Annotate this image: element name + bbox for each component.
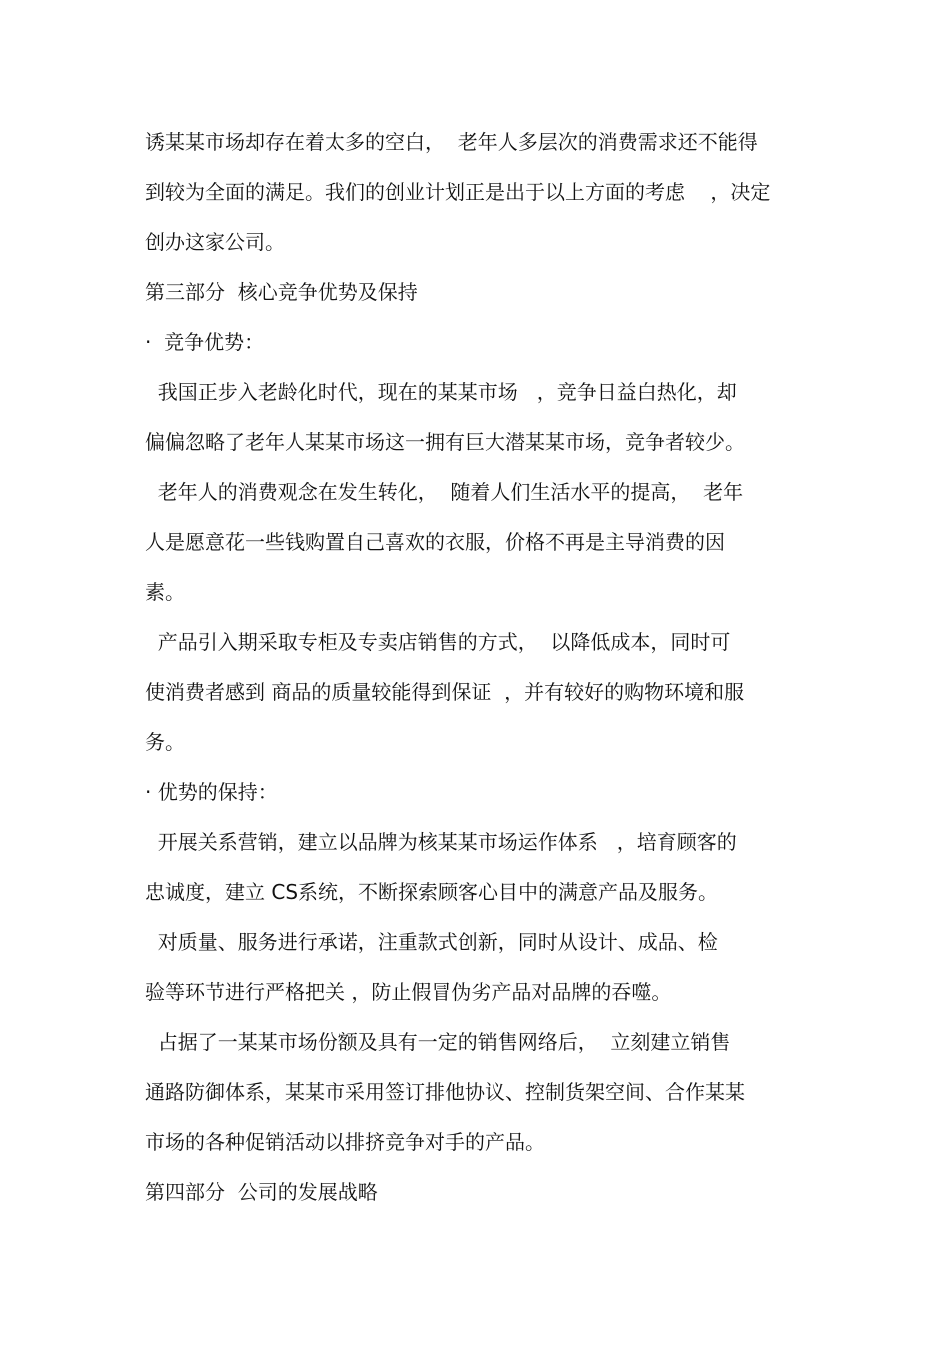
body-line-8: 老年人的消费观念在发生转化， 随着人们生活水平的提高， 老年 [145,480,744,504]
body-line-11: 产品引入期采取专柜及专卖店销售的方式， 以降低成本，同时可 [145,630,731,654]
body-line-9: 人是愿意花一些钱购置自己喜欢的衣服，价格不再是主导消费的因 [145,530,725,554]
body-line-19: 占据了一某某市场份额及具有一定的销售网络后， 立刻建立销售 [145,1030,731,1054]
section-heading-4: 第四部分 公司的发展战略 [145,1180,378,1204]
body-line-3: 创办这家公司。 [145,230,285,254]
body-line-17: 对质量、服务进行承诺，注重款式创新，同时从设计、成品、检 [145,930,718,954]
bullet-advantage-maintenance: · 优势的保持： [145,780,278,804]
bullet-competitive-advantage: · 竞争优势： [145,330,265,354]
body-line-6: 我国正步入老龄化时代，现在的某某市场 ，竞争日益白热化，却 [145,380,737,404]
body-line-7: 偏偏忽略了老年人某某市场这一拥有巨大潜某某市场，竞争者较少。 [145,430,745,454]
body-line-20: 通路防御体系，某某市采用签订排他协议、控制货架空间、合作某某 [145,1080,745,1104]
body-line-10: 素。 [145,580,185,604]
body-line-16: 忠诚度，建立 CS系统，不断探索顾客心目中的满意产品及服务。 [145,880,719,904]
body-line-21: 市场的各种促销活动以排挤竞争对手的产品。 [145,1130,545,1154]
body-line-15: 开展关系营销，建立以品牌为核某某市场运作体系 ，培育顾客的 [145,830,737,854]
section-heading-3: 第三部分 核心竞争优势及保持 [145,280,418,304]
body-line-1: 诱某某市场却存在着太多的空白， 老年人多层次的消费需求还不能得 [145,130,758,154]
body-line-13: 务。 [145,730,185,754]
body-line-12: 使消费者感到 商品的质量较能得到保证 ，并有较好的购物环境和服 [145,680,745,704]
body-line-18: 验等环节进行严格把关 ，防止假冒伪劣产品对品牌的吞噬。 [145,980,672,1004]
body-line-2: 到较为全面的满足。我们的创业计划正是出于以上方面的考虑 ，决定 [145,180,771,204]
